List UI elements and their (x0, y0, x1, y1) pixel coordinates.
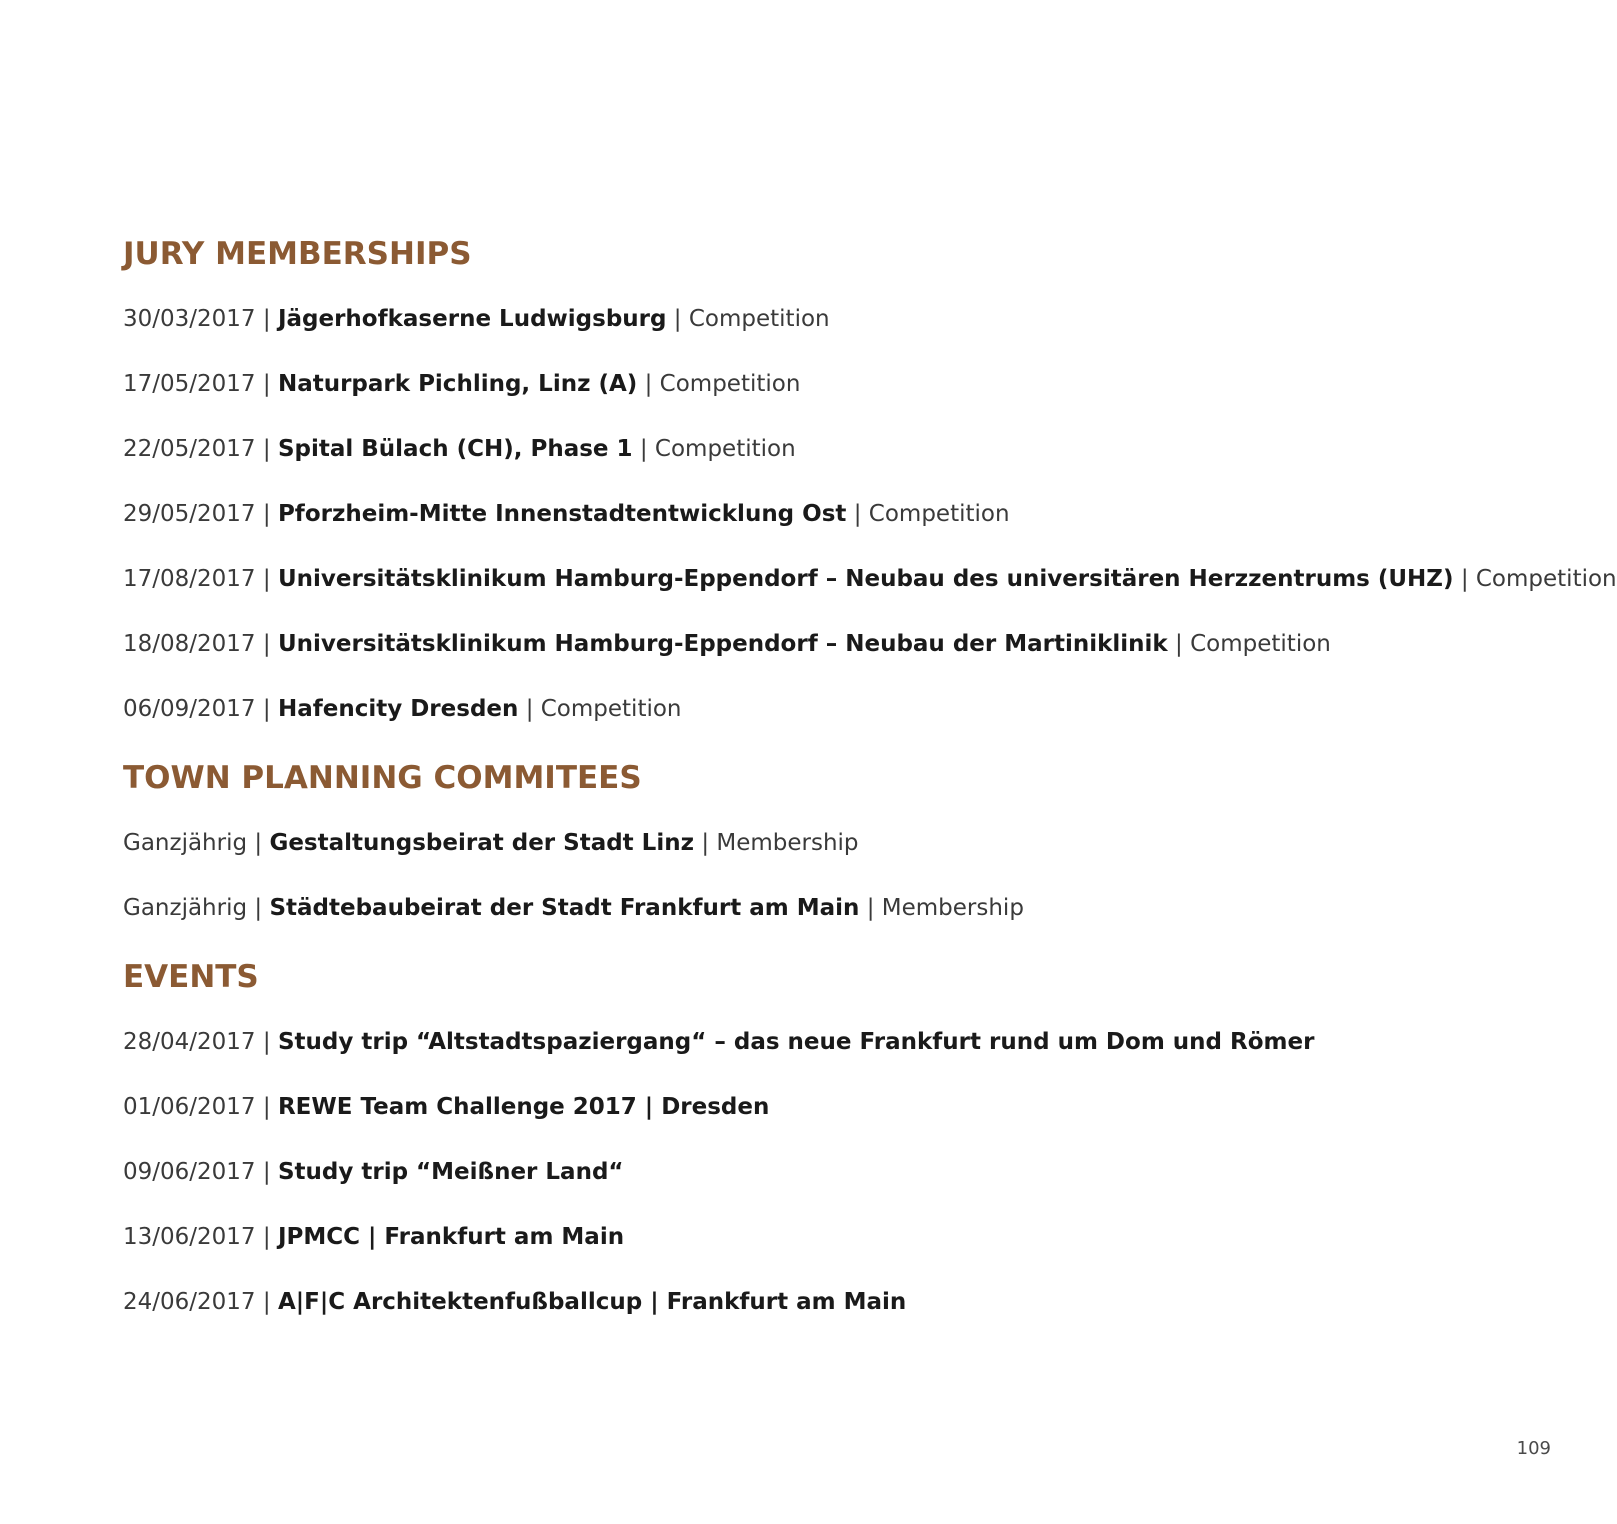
list-item (123, 1223, 1563, 1251)
entry-date: Ganzjährig (123, 895, 248, 921)
separator: | (262, 1289, 271, 1315)
separator: | (639, 436, 648, 462)
entry-name: A|F|C Architektenfußballcup | Frankfurt am Main (277, 1289, 907, 1315)
entry-name: Study trip “Altstadtspaziergang“ – das neue Frankfurt rund um Dom und Römer (277, 1029, 1315, 1055)
entry-date: 13/06/2017 (123, 1224, 256, 1250)
entry-date: Ganzjährig (123, 830, 248, 856)
entry-type: Membership (716, 830, 859, 856)
list-item (123, 500, 1563, 528)
list-item (123, 1158, 1563, 1186)
section-title: TOWN PLANNING COMMITEES (123, 760, 642, 796)
separator: | (262, 306, 271, 332)
entry-list (123, 305, 1617, 723)
separator: | (525, 696, 534, 722)
entry-date: 17/08/2017 (123, 566, 256, 592)
separator: | (644, 371, 653, 397)
separator: | (1175, 631, 1183, 657)
list-item (123, 695, 1563, 723)
separator: | (262, 1029, 271, 1055)
separator: | (262, 566, 271, 592)
entry-name: Gestaltungsbeirat der Stadt Linz (269, 830, 694, 856)
entry-date: 28/04/2017 (123, 1029, 256, 1055)
entry-type: Competition (659, 371, 801, 397)
entry-date: 30/03/2017 (123, 306, 256, 332)
entry-type: Competition (1475, 566, 1617, 592)
separator: | (262, 371, 271, 397)
list-item (123, 435, 1563, 463)
entry-type: Membership (881, 895, 1024, 921)
section-title: JURY MEMBERSHIPS (123, 236, 472, 272)
section-0 (123, 235, 1617, 723)
entry-date: 24/06/2017 (123, 1289, 256, 1315)
separator: | (866, 895, 875, 921)
separator: | (262, 501, 271, 527)
entry-date: 22/05/2017 (123, 436, 256, 462)
entry-date: 01/06/2017 (123, 1094, 256, 1120)
page-content (123, 235, 1617, 1352)
entry-name: Study trip “Meißner Land“ (277, 1159, 624, 1185)
entry-name: Pforzheim-Mitte Innenstadtentwicklung Ost (277, 501, 847, 527)
entry-type: Competition (868, 501, 1010, 527)
separator: | (262, 1094, 271, 1120)
separator: | (262, 696, 271, 722)
list-item (123, 630, 1563, 658)
entry-list (123, 829, 1563, 922)
entry-date: 06/09/2017 (123, 696, 256, 722)
list-item (123, 1288, 1563, 1316)
entry-date: 18/08/2017 (123, 631, 256, 657)
entry-name: Hafencity Dresden (277, 696, 519, 722)
separator: | (254, 895, 263, 921)
section-1 (123, 759, 1563, 922)
entry-type: Competition (540, 696, 682, 722)
section-title: EVENTS (123, 959, 259, 995)
list-item (123, 829, 1563, 857)
list-item (123, 370, 1563, 398)
entry-name: Universitätsklinikum Hamburg-Eppendorf – Neubau des universitären Herzzentrums (UHZ) (277, 566, 1454, 592)
separator: | (673, 306, 682, 332)
entry-list (123, 1028, 1563, 1316)
entry-date: 29/05/2017 (123, 501, 256, 527)
list-item (123, 565, 1617, 593)
entry-date: 17/05/2017 (123, 371, 256, 397)
entry-name: JPMCC | Frankfurt am Main (277, 1224, 625, 1250)
list-item (123, 1093, 1563, 1121)
separator: | (262, 1159, 271, 1185)
separator: | (262, 436, 271, 462)
entry-name: Universitätsklinikum Hamburg-Eppendorf – Neubau der Martiniklinik (277, 631, 1168, 657)
entry-name: REWE Team Challenge 2017 | Dresden (277, 1094, 770, 1120)
separator: | (262, 1224, 271, 1250)
list-item (123, 305, 1563, 333)
list-item (123, 1028, 1563, 1056)
section-2 (123, 958, 1563, 1316)
entry-type: Competition (1190, 631, 1331, 657)
separator: | (1460, 566, 1469, 592)
entry-type: Competition (654, 436, 796, 462)
separator: | (262, 631, 271, 657)
entry-name: Jägerhofkaserne Ludwigsburg (277, 306, 667, 332)
entry-date: 09/06/2017 (123, 1159, 256, 1185)
separator: | (701, 830, 710, 856)
list-item (123, 894, 1563, 922)
entry-name: Naturpark Pichling, Linz (A) (277, 371, 638, 397)
page-number: 109 (1516, 1438, 1551, 1459)
entry-name: Städtebaubeirat der Stadt Frankfurt am Main (269, 895, 860, 921)
entry-type: Competition (688, 306, 830, 332)
entry-name: Spital Bülach (CH), Phase 1 (277, 436, 633, 462)
separator: | (853, 501, 862, 527)
separator: | (254, 830, 263, 856)
